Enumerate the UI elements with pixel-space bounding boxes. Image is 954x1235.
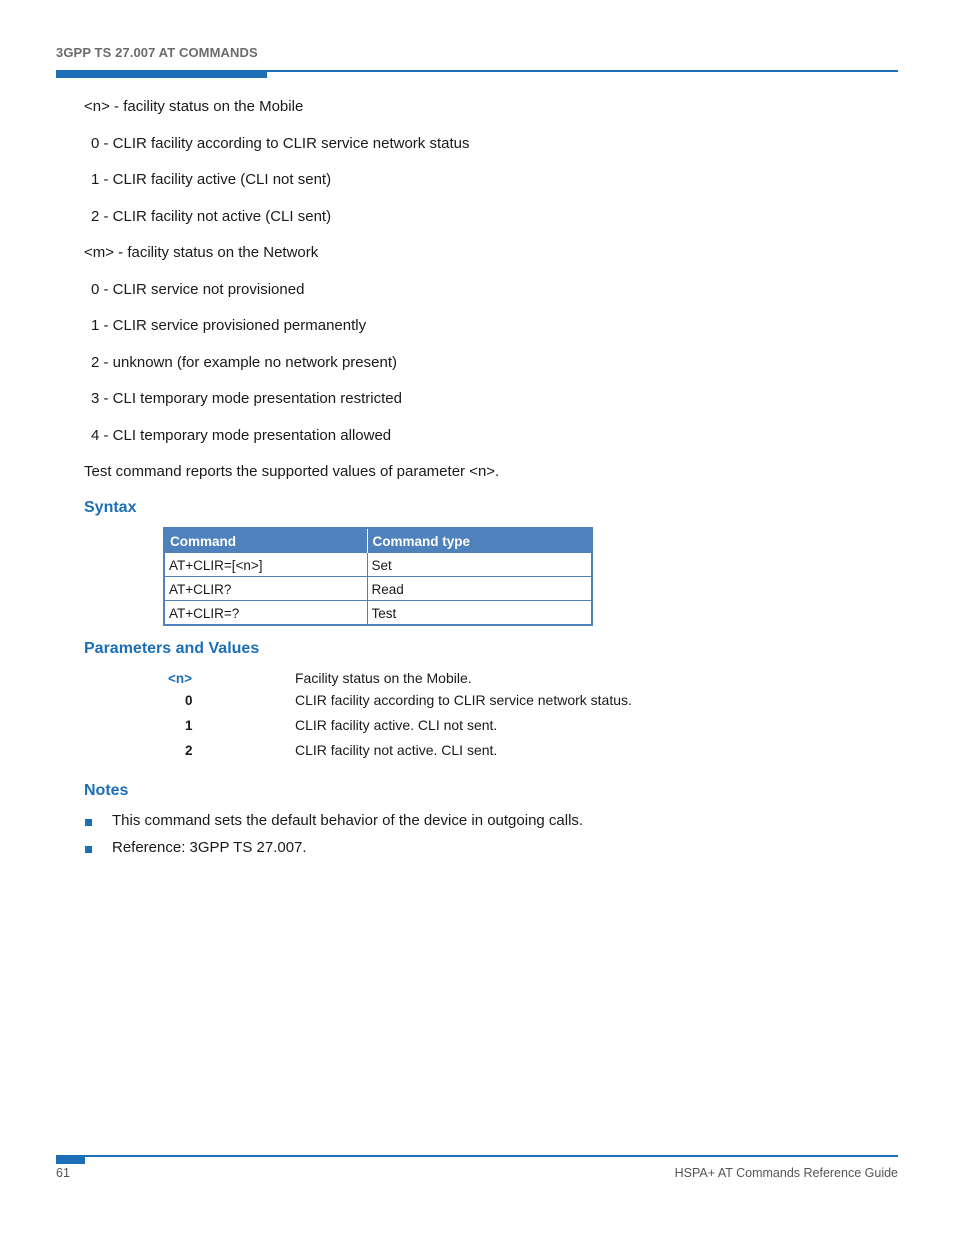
page-number: 61 [56, 1166, 70, 1180]
section-title: 3GPP TS 27.007 AT COMMANDS [56, 45, 258, 60]
syntax-table-header [164, 528, 592, 553]
m-value-4: 4 - CLI temporary mode presentation allowed [91, 427, 392, 444]
parameter-value-description: CLIR facility according to CLIR service network status. [295, 692, 632, 708]
parameter-value: 1 [185, 718, 193, 733]
m-value-0: 0 - CLIR service not provisioned [91, 281, 305, 298]
parameter-value: 2 [185, 743, 193, 758]
guide-title: HSPA+ AT Commands Reference Guide [674, 1166, 898, 1180]
n-value-0: 0 - CLIR facility according to CLIR service network status [91, 135, 470, 152]
parameters-heading: Parameters and Values [84, 640, 260, 657]
command-cell: AT+CLIR=? [164, 601, 367, 626]
m-value-1: 1 - CLIR service provisioned permanently [91, 317, 367, 334]
m-value-2: 2 - unknown (for example no network present) [91, 354, 397, 371]
notes-heading: Notes [84, 782, 129, 799]
command-cell: AT+CLIR=[<n>] [164, 553, 367, 577]
n-intro: <n> - facility status on the Mobile [84, 98, 304, 115]
parameter-value-description: CLIR facility active. CLI not sent. [295, 717, 498, 733]
footer-rule [56, 1155, 898, 1157]
syntax-table [163, 527, 593, 626]
n-value-2: 2 - CLIR facility not active (CLI sent) [91, 208, 332, 225]
footer-accent-bar [56, 1155, 85, 1164]
command-type-cell: Set [367, 553, 592, 577]
command-type-cell: Test [367, 601, 592, 626]
m-intro: <m> - facility status on the Network [84, 244, 319, 261]
n-value-1: 1 - CLIR facility active (CLI not sent) [91, 171, 332, 188]
note-item: Reference: 3GPP TS 27.007. [112, 839, 307, 856]
command-cell: AT+CLIR? [164, 577, 367, 601]
column-header-command: Command [164, 528, 367, 553]
parameter-description: Facility status on the Mobile. [295, 670, 472, 686]
parameter-name: <n> [168, 671, 193, 686]
square-bullet-icon [85, 819, 92, 826]
command-type-cell: Read [367, 577, 592, 601]
m-value-3: 3 - CLI temporary mode presentation restricted [91, 390, 402, 407]
table-row [164, 577, 592, 601]
table-row [164, 601, 592, 626]
column-header-command-type: Command type [367, 528, 592, 553]
test-command-note: Test command reports the supported values of parameter <n>. [84, 463, 500, 480]
note-item: This command sets the default behavior of the device in outgoing calls. [112, 812, 584, 829]
table-row [164, 553, 592, 577]
square-bullet-icon [85, 846, 92, 853]
header-accent-bar [56, 70, 267, 78]
parameter-value-description: CLIR facility not active. CLI sent. [295, 742, 498, 758]
parameter-value: 0 [185, 693, 193, 708]
syntax-heading: Syntax [84, 499, 137, 516]
